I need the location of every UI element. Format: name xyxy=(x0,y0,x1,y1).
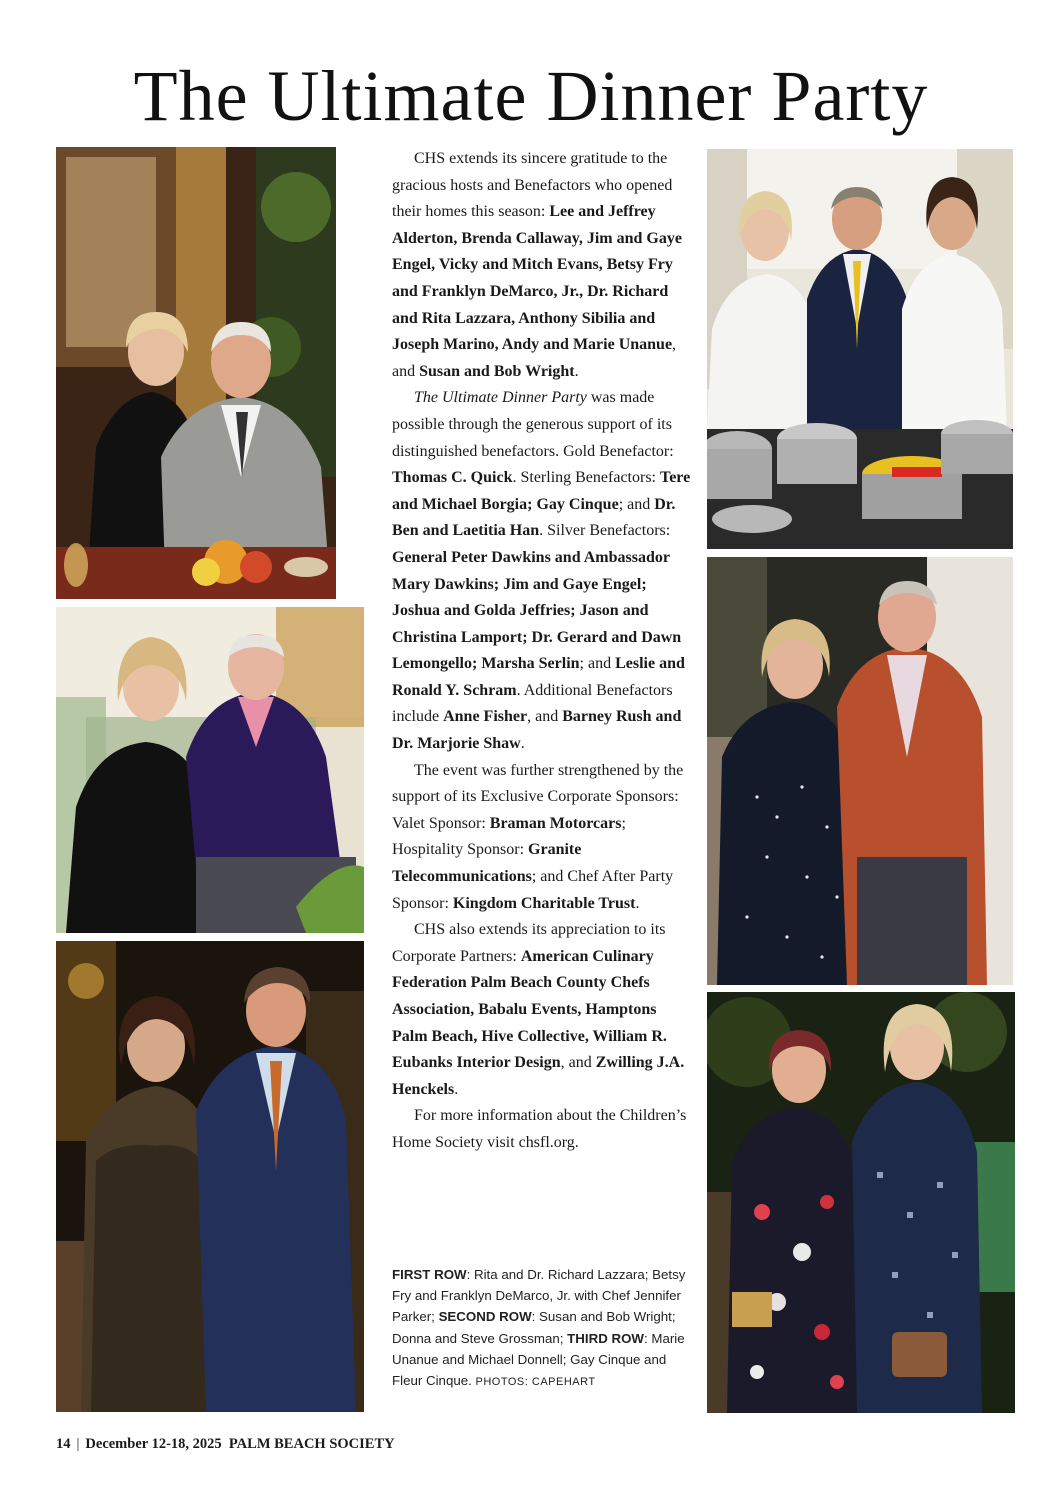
article-paragraph-1 xyxy=(392,146,695,385)
publication-name: PALM BEACH SOCIETY xyxy=(228,1436,395,1452)
caption-row2-text: : Susan and Bob Wright; Donna and Steve Grossman; xyxy=(392,1309,676,1346)
bold-name-run: Zwilling J.A. Henckels xyxy=(392,1054,685,1098)
article-paragraph-3 xyxy=(392,758,695,918)
text-run: , and xyxy=(392,336,677,380)
text-run: , and xyxy=(527,708,563,726)
article-paragraph-2 xyxy=(392,385,695,757)
photo-susan-bob-wright xyxy=(56,607,364,933)
caption-row1-label: FIRST ROW xyxy=(392,1267,467,1282)
italic-title-run: The Ultimate Dinner Party xyxy=(414,389,587,407)
text-run: . Additional Benefactors include xyxy=(392,681,673,726)
bold-name-run: Susan and Bob Wright xyxy=(419,362,575,380)
bold-name-run: Anne Fisher xyxy=(443,708,528,726)
caption-row1-text: : Rita and Dr. Richard Lazzara; Betsy Fry and Franklyn DeMarco, Jr. with Chef Jennifer Parker; xyxy=(392,1267,686,1325)
bold-name-run: Thomas C. Quick xyxy=(392,469,513,487)
footer-separator: | xyxy=(76,1436,80,1452)
bold-name-run: General Peter Dawkins and Ambassador Mary Dawkins; Jim and Gaye Engel; Joshua and Golda Jeffries; Jason and Christina Lamport; Dr. Gerard and Dawn Lemongello; Marsha Serlin xyxy=(392,548,682,673)
text-run: The event was further strengthened by the support of its Exclusive Corporate Sponsors: Valet Sponsor: xyxy=(392,761,684,832)
page-title: The Ultimate Dinner Party xyxy=(133,56,929,136)
bold-name-run: Lee and Jeffrey Alderton, Brenda Callaway, Jim and Gaye Engel, Vicky and Mitch Evans, Betsy Fry and Franklyn DeMarco, Jr., Dr. Richard and Rita Lazzara, Anthony Sibilia and Joseph Marino, Andy and Marie Unanue xyxy=(392,203,682,354)
photo-donna-steve-grossman xyxy=(707,557,1013,985)
page-footer xyxy=(56,1436,395,1453)
bold-name-run: American Culinary Federation Palm Beach County Chefs Association, Babalu Events, Hamptons Palm Beach, Hive Collective, William R. Eubanks Interior Design xyxy=(392,947,667,1072)
photo-marie-unanue-michael-donnell xyxy=(56,941,364,1412)
photo-rita-richard-lazzara xyxy=(56,147,336,599)
photo-gay-cinque-fleur-cinque xyxy=(707,992,1015,1413)
bold-name-run: Tere and Michael Borgia; Gay Cinque xyxy=(392,469,691,513)
article-paragraph-5 xyxy=(392,1103,695,1156)
bold-name-run: Barney Rush and Dr. Marjorie Shaw xyxy=(392,708,682,753)
photo-caption xyxy=(392,1264,692,1393)
page-number: 14 xyxy=(56,1436,71,1452)
photo-credit: PHOTOS: CAPEHART xyxy=(475,1376,596,1389)
text-run: was made possible through the generous support of its distinguished benefactors. Gold Benefactor: xyxy=(392,389,674,460)
text-run: . xyxy=(454,1080,459,1098)
text-run: , and xyxy=(560,1054,596,1072)
text-run: ; and xyxy=(618,495,655,513)
text-run: . Sterling Benefactors: xyxy=(512,469,660,487)
bold-name-run: Dr. Ben and Laetitia Han xyxy=(392,495,676,540)
text-run: . xyxy=(635,894,640,912)
bold-name-run: Braman Motorcars xyxy=(489,814,622,832)
text-run: CHS also extends its appreciation to its Corporate Partners: xyxy=(392,921,666,965)
article-paragraph-4 xyxy=(392,917,695,1103)
caption-row2-label: SECOND ROW xyxy=(438,1309,532,1325)
text-run: . xyxy=(520,735,525,753)
text-run: . xyxy=(574,362,579,380)
article-body xyxy=(392,146,695,1157)
bold-name-run: Granite Telecommunications xyxy=(392,841,582,886)
text-run: . Silver Benefactors: xyxy=(539,522,671,540)
text-run: ; and xyxy=(579,655,616,673)
caption-row3-text: : Marie Unanue and Michael Donnell; Gay Cinque and Fleur Cinque. xyxy=(392,1330,685,1389)
issue-date: December 12-18, 2025 xyxy=(85,1436,222,1452)
bold-name-run: Kingdom Charitable Trust xyxy=(452,894,636,912)
caption-row3-label: THIRD ROW xyxy=(567,1330,644,1346)
photo-betsy-fry-franklyn-demarco-chef xyxy=(707,149,1013,549)
text-run: For more information about the Children’s Home Society visit chsfl.org. xyxy=(392,1107,687,1151)
text-run: ; and Chef After Party Sponsor: xyxy=(392,868,674,912)
bold-name-run: Leslie and Ronald Y. Schram xyxy=(392,655,685,699)
text-run: ; Hospitality Sponsor: xyxy=(392,814,626,859)
text-run: CHS extends its sincere gratitude to the gracious hosts and Benefactors who opened their homes this season: xyxy=(392,150,673,221)
